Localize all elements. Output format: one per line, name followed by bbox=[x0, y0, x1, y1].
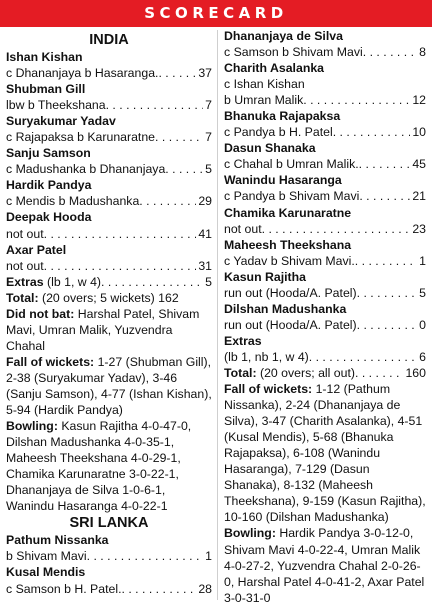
batter-line bbox=[6, 161, 212, 177]
batter-line bbox=[6, 97, 212, 113]
batter-name: Dasun Shanaka bbox=[224, 141, 316, 156]
fall-of-wickets bbox=[6, 354, 212, 418]
team-heading-srilanka: SRI LANKA bbox=[69, 515, 149, 532]
extras-detail: (lb 1, w 4) bbox=[43, 274, 102, 289]
batter-name: Dilshan Madushanka bbox=[224, 301, 347, 316]
total-value: 160 bbox=[405, 365, 426, 380]
extras-detail: (lb 1, nb 1, w 4) bbox=[224, 349, 309, 364]
batter-name: Kusal Mendis bbox=[6, 565, 86, 580]
batter-name: Bhanuka Rajapaksa bbox=[224, 109, 341, 124]
extras-line bbox=[6, 274, 212, 290]
dismissal: c Dhananjaya b Hasaranga. bbox=[6, 66, 159, 81]
total-line bbox=[6, 290, 212, 306]
batter-name: Deepak Hooda bbox=[6, 210, 92, 225]
batter-name: Dhananjaya de Silva bbox=[224, 29, 343, 43]
batter-name: Charith Asalanka bbox=[224, 61, 325, 76]
dnb-detail: Harshal Patel, Shivam Mavi, Umran Malik, Yuzvendra Chahal bbox=[6, 306, 200, 353]
batter-line bbox=[224, 285, 426, 301]
did-not-bat bbox=[6, 306, 212, 354]
dismissal: c Samson b Shivam Mavi bbox=[224, 45, 363, 60]
bowling-label: Bowling: bbox=[224, 526, 276, 541]
batter-line bbox=[6, 193, 212, 209]
right-column bbox=[224, 28, 426, 606]
batter-line bbox=[224, 44, 426, 60]
extras-line bbox=[224, 349, 426, 365]
runs: 37 bbox=[198, 66, 212, 81]
dismissal: run out (Hooda/A. Patel) bbox=[224, 285, 357, 300]
dismissal: c Yadav b Shivam Mavi. bbox=[224, 253, 355, 268]
runs: 5 bbox=[419, 285, 426, 300]
bowling-label: Bowling: bbox=[6, 419, 58, 434]
dismissal: not out bbox=[224, 221, 262, 236]
batter-line bbox=[6, 581, 212, 597]
batter-name: Kasun Rajitha bbox=[224, 269, 306, 284]
batter-name: Shubman Gill bbox=[6, 82, 86, 97]
runs: 29 bbox=[198, 194, 212, 209]
batter-line bbox=[224, 188, 426, 204]
runs: 1 bbox=[205, 549, 212, 564]
bowling-detail: Kasun Rajitha 4-0-47-0, Dilshan Madushanka 4-0-35-1, Maheesh Theekshana 4-0-29-1, Chamika Karunaratne 3-0-22-1, Dhananjaya de Silva 1-0-6-1, Wanindu Hasaranga 4-0-22-1 bbox=[6, 419, 192, 514]
batter-name: Wanindu Hasaranga bbox=[224, 173, 342, 188]
batter-name: Axar Patel bbox=[6, 242, 67, 257]
batter-name: Hardik Pandya bbox=[6, 178, 92, 193]
fow-label: Fall of wickets: bbox=[6, 354, 95, 369]
runs: 45 bbox=[412, 157, 426, 172]
batter-line bbox=[224, 156, 426, 172]
batter-line bbox=[6, 258, 212, 274]
total-label: Total: bbox=[6, 290, 39, 305]
total-line bbox=[224, 365, 426, 381]
batter-line bbox=[6, 226, 212, 242]
dismissal: c Pandya b Shivam Mavi bbox=[224, 189, 360, 204]
fow-detail: 1-27 (Shubman Gill), 2-38 (Suryakumar Yadav), 3-46 (Sanju Samson), 4-77 (Ishan Kishan), 5-94 (Hardik Pandya) bbox=[6, 354, 212, 418]
scorecard-banner: SCORECARD bbox=[0, 0, 432, 27]
dismissal: c Mendis b Madushanka bbox=[6, 194, 140, 209]
batter-name: Pathum Nissanka bbox=[6, 533, 109, 548]
batter-line bbox=[6, 129, 212, 145]
team-heading-india: INDIA bbox=[89, 32, 129, 48]
dismissal: c Ishan Kishan bbox=[224, 77, 305, 92]
fall-of-wickets bbox=[224, 381, 426, 525]
runs: 12 bbox=[412, 93, 426, 108]
bowling bbox=[6, 418, 212, 514]
dismissal: c Chahal b Umran Malik. bbox=[224, 157, 359, 172]
fow-label: Fall of wickets: bbox=[224, 382, 313, 397]
batter-name: Chamika Karunaratne bbox=[224, 205, 352, 220]
runs: 31 bbox=[198, 258, 212, 273]
runs: 7 bbox=[205, 130, 212, 145]
dismissal: c Rajapaksa b Karunaratne bbox=[6, 130, 156, 145]
runs: 41 bbox=[198, 226, 212, 241]
batter-line bbox=[224, 253, 426, 269]
dismissal: lbw b Theekshana bbox=[6, 98, 106, 113]
dnb-label: Did not bat: bbox=[6, 306, 75, 321]
dismissal: b Shivam Mavi bbox=[6, 549, 87, 564]
dismissal: c Pandya b H. Patel bbox=[224, 125, 333, 140]
left-column bbox=[6, 31, 212, 597]
batter-name: Suryakumar Yadav bbox=[6, 114, 116, 129]
batter-line bbox=[224, 221, 426, 237]
runs: 5 bbox=[205, 162, 212, 177]
dismissal: not out bbox=[6, 226, 44, 241]
column-divider bbox=[217, 30, 218, 600]
dismissal: c Samson b H. Patel. bbox=[6, 581, 122, 596]
batter-line bbox=[6, 548, 212, 564]
runs: 8 bbox=[419, 45, 426, 60]
batter-name: Ishan Kishan bbox=[6, 50, 83, 64]
runs: 28 bbox=[198, 581, 212, 596]
bowling bbox=[224, 525, 426, 605]
dismissal-cont: b Umran Malik bbox=[224, 93, 304, 108]
runs: 1 bbox=[419, 253, 426, 268]
batter-name: Maheesh Theekshana bbox=[224, 237, 352, 252]
runs: 0 bbox=[419, 317, 426, 332]
extras-label: Extras bbox=[6, 274, 44, 289]
batter-line bbox=[224, 317, 426, 333]
dismissal: run out (Hooda/A. Patel) bbox=[224, 317, 357, 332]
batter-line bbox=[6, 65, 212, 81]
total-detail: (20 overs; all out) bbox=[256, 365, 355, 380]
extras-label: Extras bbox=[224, 333, 262, 348]
dismissal: not out bbox=[6, 258, 44, 273]
extras-value: 6 bbox=[419, 349, 426, 364]
extras-value: 5 bbox=[205, 274, 212, 289]
runs: 7 bbox=[205, 98, 212, 113]
runs: 10 bbox=[412, 125, 426, 140]
dismissal: c Madushanka b Dhananjaya bbox=[6, 162, 166, 177]
runs: 23 bbox=[412, 221, 426, 236]
bowling-detail: Hardik Pandya 3-0-12-0, Shivam Mavi 4-0-22-4, Umran Malik 4-0-27-2, Yuzvendra Chahal 2-0-26-0, Harshal Patel 4-0-41-2, Axar Patel 3-0-31-0 bbox=[224, 526, 425, 605]
batter-line bbox=[224, 92, 426, 108]
runs: 21 bbox=[412, 189, 426, 204]
total-detail: (20 overs; 5 wickets) 162 bbox=[38, 290, 179, 305]
batter-name: Sanju Samson bbox=[6, 146, 91, 161]
batter-line bbox=[224, 124, 426, 140]
fow-detail: 1-12 (Pathum Nissanka), 2-24 (Dhananjaya de Silva), 3-47 (Charith Asalanka), 4-51 (Kusal Mendis), 5-68 (Bhanuka Rajapaksa), 6-108 (Wanindu Hasaranga), 7-129 (Dasun Shanaka), 8-132 (Maheesh Theekshana), 9-159 (Kasun Rajitha), 10-160 (Dilshan Madushanka) bbox=[224, 382, 426, 525]
total-label: Total: bbox=[224, 365, 257, 380]
